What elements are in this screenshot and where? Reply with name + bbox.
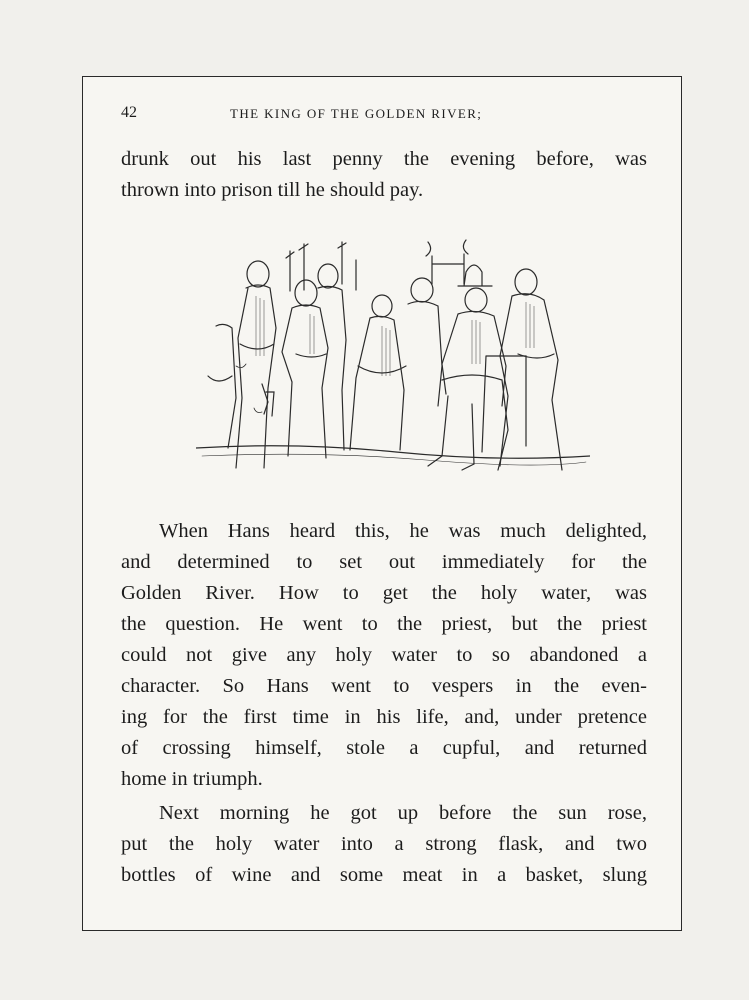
page-number: 42	[121, 104, 137, 121]
text-line: When Hans heard this, he was much delighted,	[159, 520, 647, 542]
text-line: drunk out his last penny the evening before, was	[121, 148, 647, 170]
text-line: character. So Hans went to vespers in the even-	[121, 675, 647, 697]
engraving-drawing	[196, 236, 590, 481]
text-line: ing for the first time in his life, and, under pretence	[121, 706, 647, 728]
paragraph-next-morning	[121, 798, 647, 891]
running-head	[0, 104, 749, 124]
running-title: THE KING OF THE GOLDEN RIVER;	[230, 106, 483, 121]
text-line: the question. He went to the priest, but the priest	[121, 613, 647, 635]
text-line: Golden River. How to get the holy water, was	[121, 582, 647, 604]
text-line: home in triumph.	[121, 768, 263, 790]
text-line: thrown into prison till he should pay.	[121, 179, 424, 201]
text-line: and determined to set out immediately for the	[121, 551, 647, 573]
paragraph-hans-holy-water	[121, 516, 647, 795]
text-line: of crossing himself, stole a cupful, and returned	[121, 737, 647, 759]
text-line: could not give any holy water to so abandoned a	[121, 644, 647, 666]
paragraph-continuation	[121, 144, 647, 206]
text-line: put the holy water into a strong flask, and two	[121, 833, 647, 855]
engraving-illustration	[196, 236, 590, 481]
text-line: bottles of wine and some meat in a basket, slung	[121, 864, 647, 886]
text-line: Next morning he got up before the sun rose,	[159, 802, 647, 824]
